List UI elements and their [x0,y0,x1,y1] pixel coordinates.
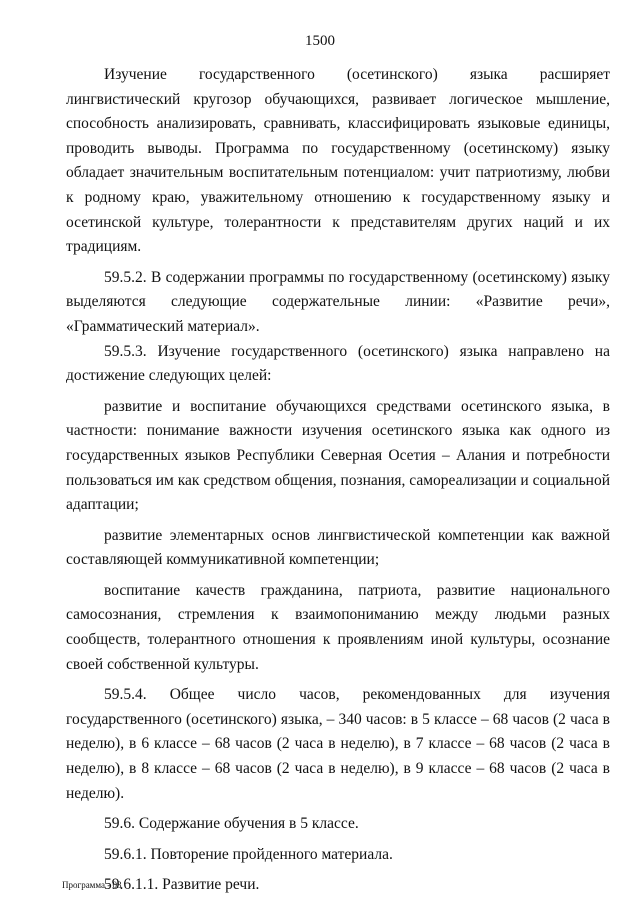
paragraph-goal-1: развитие и воспитание обучающихся средствами осетинского языка, в частности: понимание важности изучения осетинского языка как одного из государственных языков Республики Северная Осетия – Алания и потребности пользоваться им как средством общения, познания, самореализации и социальной адаптации; [66,397,610,514]
paragraph-59-5-2: 59.5.2. В содержании программы по государственному (осетинскому) языку выделяются следующие содержательные линии: «Развитие речи», «Грамматический материал». [66,268,610,335]
paragraph-goal-3: воспитание качеств гражданина, патриота, развитие национального самосознания, стремления к взаимопониманию между людьми разных сообществ, толерантного отношения к проявлениям иной культуры, осознание своей собственной культуры. [66,581,610,673]
page-footer: Программа - 03 [62,880,122,890]
paragraph-59-5-3: 59.5.3. Изучение государственного (осетинского) языка направлено на достижение следующих целей: [66,342,610,385]
paragraph-intro: Изучение государственного (осетинского) языка расширяет лингвистический кругозор обучающихся, развивает логическое мышление, способность анализировать, сравнивать, классифицировать языковые единицы, проводить выводы. Программа по государственному (осетинскому) языку обладает значительным воспитательным потенциалом: учит патриотизму, любви к родному краю, уважительному отношению к государственному языку и осетинской культуре, толерантности к представителям других наций и их традициям. [66,66,610,256]
paragraph-goal-2: развитие элементарных основ лингвистической компетенции как важной составляющей коммуникативной компетенции; [66,526,610,569]
heading-59-6-1-1: 59.6.1.1. Развитие речи. [104,876,260,894]
heading-59-6-1: 59.6.1. Повторение пройденного материала. [104,845,393,863]
page-number: 1500 [305,33,335,49]
paragraph-59-5-4: 59.5.4. Общее число часов, рекомендованных для изучения государственного (осетинского) языка, – 340 часов: в 5 классе – 68 часов (2 часа в неделю), в 6 классе – 68 часов (2 часа в неделю), в 7 классе – 68 часов (2 часа в неделю), в 8 классе – 68 часов (2 часа в неделю), в 9 классе – 68 часов (2 часа в неделю). [66,686,610,802]
heading-59-6: 59.6. Содержание обучения в 5 классе. [104,815,359,833]
document-body [66,63,610,904]
